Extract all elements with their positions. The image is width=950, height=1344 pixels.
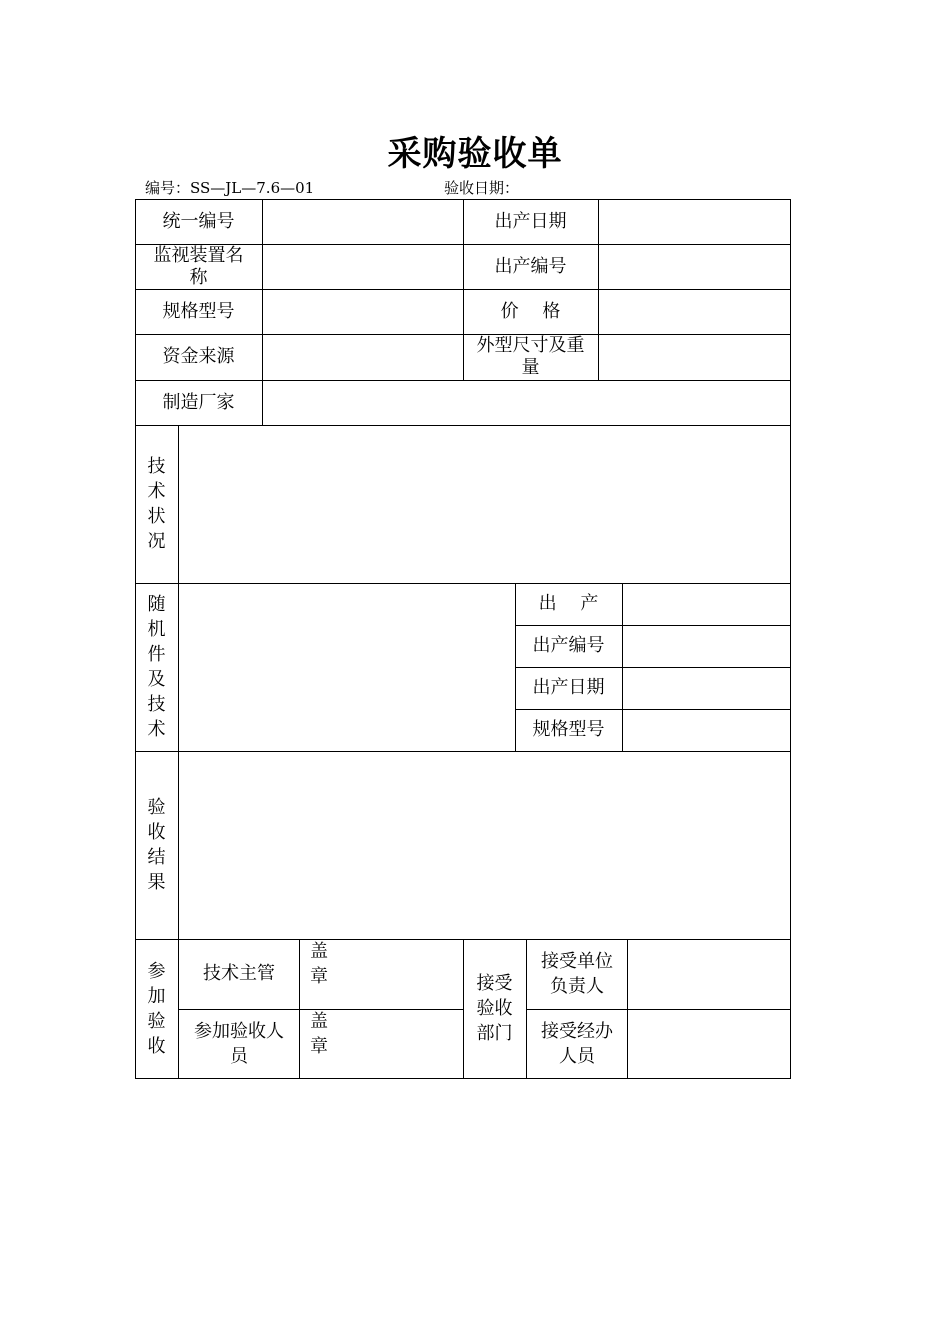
acceptance-result-label xyxy=(135,751,178,939)
production-number-label: 出产编号 xyxy=(494,255,567,277)
accessory-spec-model-label: 规格型号 xyxy=(532,719,605,740)
label-char: 加 xyxy=(147,985,166,1007)
label-char: 随 xyxy=(147,594,166,615)
label-char: 技 xyxy=(147,456,166,477)
acceptance-result-value[interactable] xyxy=(179,751,790,939)
fund-source-label: 资金来源 xyxy=(162,346,235,367)
dimensions-weight-line2: 量 xyxy=(521,357,540,378)
manufacturer-label: 制造厂家 xyxy=(162,391,235,413)
fund-source-value[interactable] xyxy=(263,334,463,380)
handler-value[interactable] xyxy=(628,1009,790,1078)
tech-supervisor-label: 技术主管 xyxy=(203,963,275,984)
receiving-dept-label xyxy=(463,939,526,1078)
label-char: 验 xyxy=(147,1010,166,1032)
acceptance-members-label xyxy=(179,1009,299,1078)
label-char: 收 xyxy=(147,1035,166,1057)
unit-head-label xyxy=(527,939,627,1009)
label-char: 技 xyxy=(147,694,166,715)
unit-head-line: 接受单位 xyxy=(541,951,613,972)
unified-number-value[interactable] xyxy=(263,199,463,244)
dimensions-weight-line1: 外型尺寸及重 xyxy=(476,335,585,356)
price-value[interactable] xyxy=(599,289,790,334)
label-char: 状 xyxy=(147,506,166,527)
accessories-value[interactable] xyxy=(179,583,515,751)
dimensions-weight-value[interactable] xyxy=(599,334,790,380)
accessory-spec-model-value[interactable] xyxy=(623,709,790,751)
table-border-right xyxy=(790,199,791,1079)
label-char: 况 xyxy=(147,531,166,552)
participants-label xyxy=(135,939,178,1078)
label-char: 参 xyxy=(147,960,166,982)
monitor-device-name-line1: 监视装置名 xyxy=(153,244,244,266)
manufacturer-value[interactable] xyxy=(263,380,790,425)
accessory-production-date-label: 出产日期 xyxy=(532,677,605,698)
tech-status-value[interactable] xyxy=(179,425,790,583)
accessories-label xyxy=(135,583,178,751)
production-date-value[interactable] xyxy=(599,199,790,244)
label-char: 果 xyxy=(147,872,166,893)
stamp-field-members[interactable] xyxy=(300,1009,463,1078)
label-char: 件 xyxy=(147,644,166,665)
accessory-production-date-value[interactable] xyxy=(623,667,790,709)
unit-head-value[interactable] xyxy=(628,939,790,1009)
handler-label xyxy=(527,1009,627,1078)
spec-model-label: 规格型号 xyxy=(162,300,235,322)
stamp-line: 盖 xyxy=(310,1011,328,1032)
label-char: 术 xyxy=(147,481,166,502)
receiving-dept-line: 验收 xyxy=(476,998,513,1019)
handler-line: 接受经办 xyxy=(541,1020,613,1042)
label-char: 验 xyxy=(147,797,166,818)
receiving-dept-line: 部门 xyxy=(476,1023,513,1044)
receiving-dept-line: 接受 xyxy=(476,973,513,994)
spec-model-value[interactable] xyxy=(263,289,463,334)
production-number-value[interactable] xyxy=(599,244,790,289)
label-char: 结 xyxy=(147,847,166,868)
dimensions-weight-label xyxy=(463,334,598,380)
stamp-line: 章 xyxy=(310,1036,328,1057)
accessory-production-number-label: 出产编号 xyxy=(532,635,605,656)
label-char: 及 xyxy=(147,669,166,690)
label-char: 术 xyxy=(147,719,166,740)
price-label: 价 格 xyxy=(500,300,561,322)
document-title: 采购验收单 xyxy=(387,134,563,174)
stamp-line: 盖 xyxy=(310,941,328,962)
monitor-device-name-value[interactable] xyxy=(263,244,463,289)
monitor-device-name-label xyxy=(135,244,262,289)
monitor-device-name-line2: 称 xyxy=(189,266,208,288)
unified-number-label: 统一编号 xyxy=(162,210,235,232)
accessory-origin-label: 出 产 xyxy=(538,593,599,614)
label-char: 收 xyxy=(147,822,166,843)
members-line2: 员 xyxy=(230,1045,248,1067)
production-date-label: 出产日期 xyxy=(494,210,567,232)
accessory-production-number-value[interactable] xyxy=(623,625,790,667)
handler-line: 人员 xyxy=(559,1045,595,1067)
acceptance-date-label: 验收日期： xyxy=(444,179,520,197)
stamp-field-supervisor[interactable] xyxy=(300,939,463,1009)
stamp-line: 章 xyxy=(310,966,328,987)
accessory-origin-value[interactable] xyxy=(623,583,790,625)
unit-head-line: 负责人 xyxy=(550,976,604,997)
members-line1: 参加验收人 xyxy=(194,1020,284,1042)
serial-number: 编号：SS—JL—7.6—01 xyxy=(145,179,315,197)
label-char: 机 xyxy=(147,619,166,640)
tech-status-label xyxy=(135,425,178,583)
